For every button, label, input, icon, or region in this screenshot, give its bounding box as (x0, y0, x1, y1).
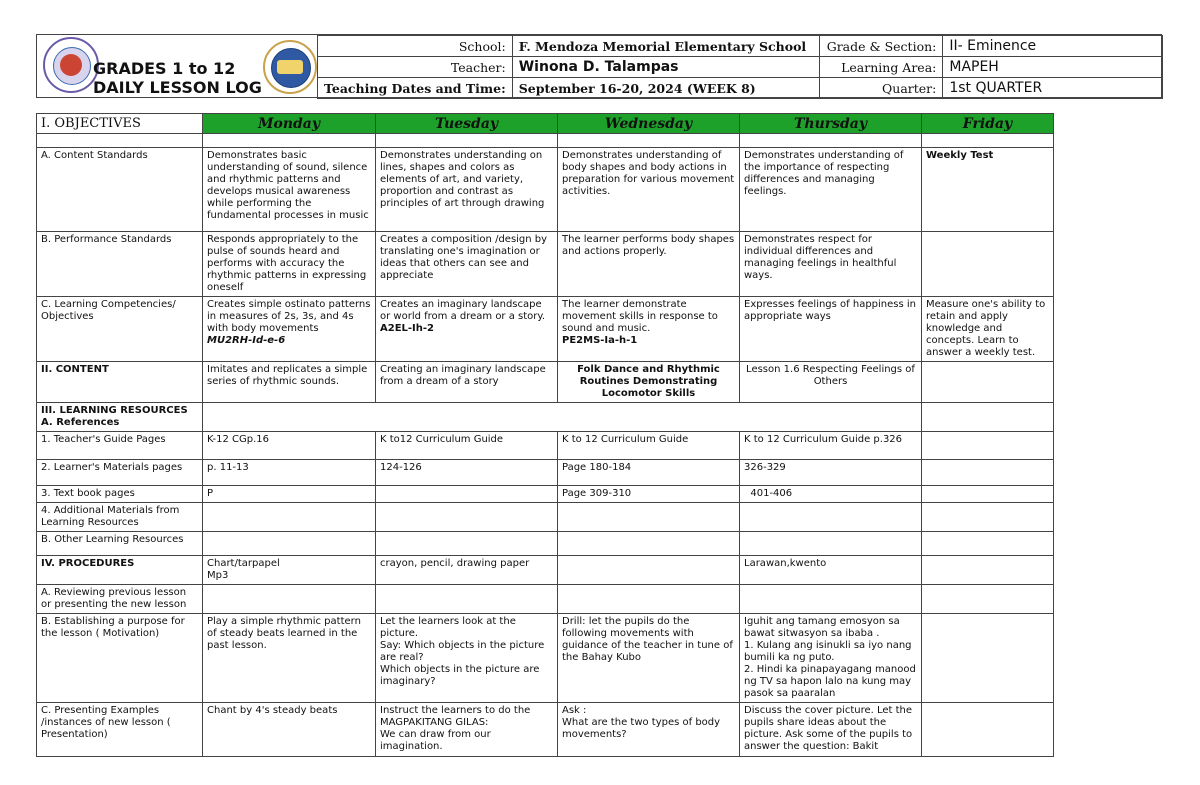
row-label: 4. Additional Materials from Learning Resources (37, 503, 203, 532)
objectives-heading: I. OBJECTIVES (37, 114, 203, 134)
row-label: B. Performance Standards (37, 232, 203, 297)
header-block (36, 34, 1162, 98)
teacher-value: Winona D. Talampas (512, 57, 819, 78)
table-cell: K-12 CGp.16 (203, 432, 376, 460)
lesson-log-table (36, 113, 1054, 757)
table-cell: Chart/tarpapel Mp3 (203, 556, 376, 585)
table-cell: Demonstrates understanding of body shapes and body actions in preparation for various movement activities. (558, 148, 740, 232)
table-row (37, 585, 1054, 614)
competency-text-line1: Expresses feelings of happiness in (744, 299, 917, 310)
table-cell (922, 486, 1054, 503)
table-cell (740, 297, 922, 362)
table-cell (203, 403, 922, 432)
table-cell: 401-406 (740, 486, 922, 503)
table-cell: Demonstrates respect for individual differences and managing feelings in healthful ways. (740, 232, 922, 297)
table-row (37, 532, 1054, 556)
table-cell: 326-329 (740, 460, 922, 486)
table-cell: Demonstrates understanding on lines, shapes and colors as elements of art, and variety, proportion and contrast as principles of art through drawing (376, 148, 558, 232)
row-label: 1. Teacher's Guide Pages (37, 432, 203, 460)
teacher-label: Teacher: (318, 57, 513, 78)
table-cell: 124-126 (376, 460, 558, 486)
table-cell (922, 614, 1054, 703)
table-row (37, 362, 1054, 403)
row-label: II. CONTENT (37, 362, 203, 403)
competency-text: The learner demonstrate movement skills in response to sound and music. (562, 299, 718, 334)
table-row (37, 297, 1054, 362)
quarter-label: Quarter: (819, 78, 943, 99)
table-cell: K to 12 Curriculum Guide (558, 432, 740, 460)
table-row (37, 614, 1054, 703)
competency-text: Creates simple ostinato patterns in measures of 2s, 3s, and 4s with body movements (207, 299, 371, 334)
day-header-wednesday: Wednesday (558, 114, 740, 134)
row-label: 3. Text book pages (37, 486, 203, 503)
table-cell: K to12 Curriculum Guide (376, 432, 558, 460)
table-cell (922, 556, 1054, 585)
learning-area-value: MAPEH (943, 57, 1163, 78)
table-cell: Instruct the learners to do the MAGPAKITANG GILAS: We can draw from our imagination. (376, 703, 558, 757)
table-cell: Play a simple rhythmic pattern of steady beats learned in the past lesson. (203, 614, 376, 703)
competency-code: A2EL-Ih-2 (380, 323, 434, 334)
table-cell: Discuss the cover picture. Let the pupils share ideas about the picture. Ask some of the pupils to answer the question: Bakit (740, 703, 922, 757)
table-cell (922, 362, 1054, 403)
competency-code: MU2RH-Id-e-6 (207, 335, 286, 346)
table-cell: Page 309-310 (558, 486, 740, 503)
table-cell: K to 12 Curriculum Guide p.326 (740, 432, 922, 460)
table-cell: Creates a composition /design by translating one's imagination or ideas that others can see and appreciate (376, 232, 558, 297)
table-row (37, 232, 1054, 297)
table-cell (922, 232, 1054, 297)
table-cell (376, 297, 558, 362)
table-row (37, 556, 1054, 585)
table-cell: crayon, pencil, drawing paper (376, 556, 558, 585)
competency-code: PE2MS-Ia-h-1 (562, 335, 638, 346)
grade-section-value: II- Eminence (943, 36, 1163, 57)
table-cell: P (203, 486, 376, 503)
learning-area-label: Learning Area: (819, 57, 943, 78)
table-cell: Creating an imaginary landscape from a dream of a story (376, 362, 558, 403)
row-label: IV. PROCEDURES (37, 556, 203, 585)
table-row (37, 403, 1054, 432)
table-cell (922, 403, 1054, 432)
table-cell: Chant by 4's steady beats (203, 703, 376, 757)
day-header-monday: Monday (203, 114, 376, 134)
table-cell: Ask : What are the two types of body movements? (558, 703, 740, 757)
table-cell: Lesson 1.6 Respecting Feelings of Others (740, 362, 922, 403)
table-cell: Iguhit ang tamang emosyon sa bawat sitwasyon sa ibaba . 1. Kulang ang isinukli sa iyo nang bumili ka ng puto. 2. Hindi ka pinapayagang manood ng TV sa hapon lalo na kung may pasok sa paaralan (740, 614, 922, 703)
table-cell: Weekly Test (922, 148, 1054, 232)
table-row (37, 486, 1054, 503)
grade-section-label: Grade & Section: (819, 36, 943, 57)
table-cell (922, 703, 1054, 757)
table-cell: Folk Dance and Rhythmic Routines Demonstrating Locomotor Skills (558, 362, 740, 403)
deped-seal-logo (43, 37, 99, 93)
table-row (37, 503, 1054, 532)
row-label (37, 403, 203, 432)
table-cell: Responds appropriately to the pulse of sounds heard and performs with accuracy the rhythmic patterns in expressing oneself (203, 232, 376, 297)
table-cell: Drill: let the pupils do the following movements with guidance of the teacher in tune of the Bahay Kubo (558, 614, 740, 703)
table-row (37, 148, 1054, 232)
school-value: F. Mendoza Memorial Elementary School (512, 36, 819, 57)
row-label: B. Other Learning Resources (37, 532, 203, 556)
competency-text-line2: appropriate ways (744, 311, 831, 322)
table-cell (203, 297, 376, 362)
competency-text: Creates an imaginary landscape or world from a dream or a story. (380, 299, 546, 322)
quarter-value: 1st QUARTER (943, 78, 1163, 99)
log-title (93, 59, 262, 97)
title-line-1: GRADES 1 to 12 (93, 59, 236, 78)
table-cell: Let the learners look at the picture. Say: Which objects in the picture are real? Which objects in the picture are imaginary? (376, 614, 558, 703)
table-cell: p. 11-13 (203, 460, 376, 486)
table-row (37, 432, 1054, 460)
resources-heading: III. LEARNING RESOURCES (41, 405, 188, 416)
day-header-thursday: Thursday (740, 114, 922, 134)
teaching-dates-label: Teaching Dates and Time: (318, 78, 513, 99)
spacer-row (37, 134, 1054, 148)
day-header-tuesday: Tuesday (376, 114, 558, 134)
title-line-2: DAILY LESSON LOG (93, 78, 262, 97)
row-label: 2. Learner's Materials pages (37, 460, 203, 486)
table-cell: Page 180-184 (558, 460, 740, 486)
header-info-table (317, 35, 1163, 99)
school-seal-logo (263, 40, 317, 94)
teaching-dates-value: September 16-20, 2024 (WEEK 8) (512, 78, 819, 99)
table-cell (558, 297, 740, 362)
table-cell: Imitates and replicates a simple series of rhythmic sounds. (203, 362, 376, 403)
references-heading: A. References (41, 417, 120, 428)
row-label: C. Presenting Examples /instances of new lesson ( Presentation) (37, 703, 203, 757)
row-label: A. Content Standards (37, 148, 203, 232)
row-label: B. Establishing a purpose for the lesson ( Motivation) (37, 614, 203, 703)
table-cell (922, 432, 1054, 460)
table-cell (376, 486, 558, 503)
day-header-friday: Friday (922, 114, 1054, 134)
table-row (37, 703, 1054, 757)
table-cell: Demonstrates understanding of the importance of respecting differences and managing feelings. (740, 148, 922, 232)
table-cell: Measure one's ability to retain and apply knowledge and concepts. Learn to answer a weekly test. (922, 297, 1054, 362)
row-label: C. Learning Competencies/ Objectives (37, 297, 203, 362)
table-cell (558, 556, 740, 585)
row-label: A. Reviewing previous lesson or presenting the new lesson (37, 585, 203, 614)
table-cell: The learner performs body shapes and actions properly. (558, 232, 740, 297)
school-label: School: (318, 36, 513, 57)
table-cell (922, 460, 1054, 486)
table-cell: Demonstrates basic understanding of sound, silence and rhythmic patterns and develops musical awareness while performing the fundamental processes in music (203, 148, 376, 232)
table-row (37, 460, 1054, 486)
table-cell: Larawan,kwento (740, 556, 922, 585)
